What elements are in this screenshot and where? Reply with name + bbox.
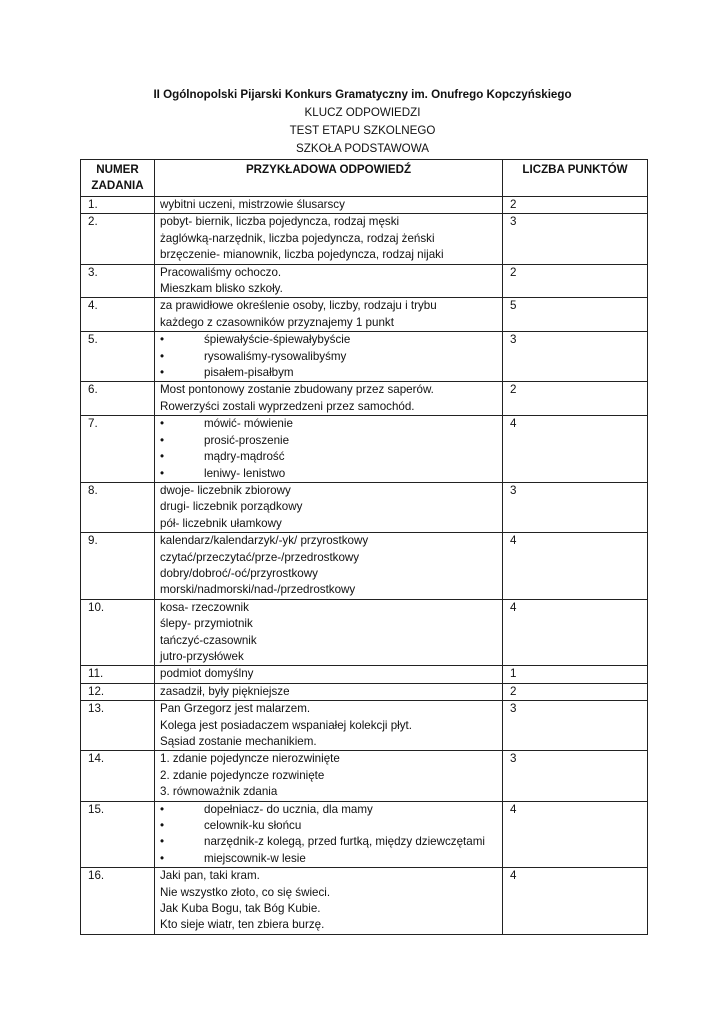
answer-line: Sąsiad zostanie mechanikiem. [160, 735, 317, 748]
answer-line: kosa- rzeczownik [160, 600, 249, 614]
answer-line: 2. zdanie pojedyncze rozwinięte [160, 768, 325, 782]
answer-line: morski/nadmorski/nad-/przedrostkowy [160, 583, 356, 597]
answer-cell [155, 666, 503, 683]
answer-line: Jaki pan, taki kram. [160, 869, 260, 883]
bullet-text: narzędnik-z kolegą, przed furtką, między dziewczętami [204, 835, 485, 849]
table-row [81, 416, 648, 483]
bullet-item [160, 818, 497, 834]
task-number-cell: 2. [81, 214, 155, 264]
answer-line: kalendarz/kalendarzyk/-yk/ przyrostkowy [160, 534, 369, 548]
answer-line: dobry/dobroć/-oć/przyrostkowy [160, 566, 318, 580]
bullet-item [160, 834, 497, 850]
points-cell: 3 [503, 751, 648, 801]
answer-line: Jak Kuba Bogu, tak Bóg Kubie. [160, 902, 321, 916]
bullet-text: prosić-proszenie [204, 433, 290, 447]
table-row [81, 382, 648, 416]
table-header-row [81, 160, 648, 197]
answer-line: brzęczenie- mianownik, liczba pojedyncza, rodzaj nijaki [160, 248, 444, 262]
answer-cell [155, 197, 503, 214]
bullet-text: śpiewałyście-śpiewałybyście [204, 333, 351, 347]
answer-line: Rowerzyści zostali wyprzedzeni przez samochód. [160, 399, 415, 413]
bullet-icon: • [160, 851, 165, 865]
table-row [81, 197, 648, 214]
answer-line: tańczyć-czasownik [160, 633, 257, 647]
answer-line: Pan Grzegorz jest malarzem. [160, 702, 311, 716]
points-cell: 4 [503, 801, 648, 868]
answer-line: żaglówką-narzędnik, liczba pojedyncza, rodzaj żeński [160, 231, 435, 245]
bullet-item [160, 332, 497, 348]
answer-line: Pracowaliśmy ochoczo. [160, 265, 282, 279]
points-cell: 4 [503, 416, 648, 483]
task-number-cell: 3. [81, 264, 155, 298]
bullet-item [160, 433, 497, 449]
task-number-cell: 1. [81, 197, 155, 214]
answer-line: pół- liczebnik ułamkowy [160, 516, 282, 530]
bullet-icon: • [160, 835, 165, 849]
answer-line: czytać/przeczytać/prze-/przedrostkowy [160, 550, 360, 564]
table-row [81, 264, 648, 298]
test-stage-heading: TEST ETAPU SZKOLNEGO [289, 124, 436, 137]
bullet-item [160, 365, 497, 381]
answer-line: 3. równoważnik zdania [160, 785, 278, 799]
points-cell: 3 [503, 482, 648, 532]
bullet-text: rysowaliśmy-rysowalibyśmy [204, 349, 347, 363]
points-cell: 2 [503, 683, 648, 700]
answer-cell [155, 382, 503, 416]
table-body [81, 197, 648, 935]
task-number-cell: 13. [81, 701, 155, 751]
bullet-icon: • [160, 450, 165, 464]
bullet-text: pisałem-pisałbym [204, 366, 294, 380]
header-task-number: NUMER ZADANIA [81, 160, 155, 197]
bullet-icon: • [160, 819, 165, 833]
table-row [81, 214, 648, 264]
bullet-text: mówić- mówienie [204, 417, 293, 431]
bullet-icon: • [160, 802, 165, 816]
points-cell: 4 [503, 599, 648, 666]
answer-cell [155, 868, 503, 935]
task-number-cell: 14. [81, 751, 155, 801]
answer-line: wybitni uczeni, mistrzowie ślusarscy [160, 198, 345, 211]
points-cell: 2 [503, 382, 648, 416]
bullet-icon: • [160, 433, 165, 447]
points-cell: 1 [503, 666, 648, 683]
table-row [81, 666, 648, 683]
answer-key-heading: KLUCZ ODPOWIEDZI [304, 106, 421, 119]
answer-cell [155, 751, 503, 801]
header-points: LICZBA PUNKTÓW [503, 160, 648, 197]
task-number-cell: 15. [81, 801, 155, 868]
answer-cell [155, 599, 503, 666]
task-number-cell: 8. [81, 482, 155, 532]
answer-key-table [80, 159, 648, 935]
answer-line: drugi- liczebnik porządkowy [160, 500, 303, 514]
answer-line: podmiot domyślny [160, 667, 254, 681]
bullet-item [160, 466, 497, 482]
answer-line: Mieszkam blisko szkoły. [160, 282, 283, 296]
table-row [81, 801, 648, 868]
bullet-icon: • [160, 417, 165, 431]
answer-line: zasadził, były piękniejsze [160, 684, 290, 698]
answer-cell [155, 701, 503, 751]
task-number-cell: 6. [81, 382, 155, 416]
answer-cell [155, 482, 503, 532]
bullet-icon: • [160, 333, 165, 347]
bullet-item [160, 851, 497, 867]
bullet-text: mądry-mądrość [204, 450, 285, 464]
points-cell: 2 [503, 264, 648, 298]
answer-cell [155, 533, 503, 600]
answer-line: każdego z czasowników przyznajemy 1 punkt [160, 315, 394, 329]
task-number-cell: 7. [81, 416, 155, 483]
points-cell: 2 [503, 197, 648, 214]
task-number-cell: 10. [81, 599, 155, 666]
bullet-item [160, 802, 497, 818]
points-cell: 5 [503, 298, 648, 332]
points-cell: 3 [503, 332, 648, 382]
table-row [81, 599, 648, 666]
bullet-text: dopełniacz- do ucznia, dla mamy [204, 802, 373, 816]
bullet-item [160, 449, 497, 465]
answer-line: Nie wszystko złoto, co się świeci. [160, 885, 331, 899]
points-cell: 4 [503, 533, 648, 600]
points-cell: 3 [503, 701, 648, 751]
answer-line: pobyt- biernik, liczba pojedyncza, rodzaj męski [160, 215, 400, 229]
answer-cell [155, 264, 503, 298]
bullet-text: leniwy- lenistwo [204, 466, 286, 480]
answer-line: jutro-przysłówek [160, 649, 244, 663]
table-row [81, 751, 648, 801]
bullet-text: miejscownik-w lesie [204, 851, 306, 865]
task-number-cell: 11. [81, 666, 155, 683]
points-cell: 3 [503, 214, 648, 264]
table-row [81, 701, 648, 751]
points-cell: 4 [503, 868, 648, 935]
bullet-text: celownik-ku słońcu [204, 819, 302, 833]
task-number-cell: 4. [81, 298, 155, 332]
answer-line: dwoje- liczebnik zbiorowy [160, 483, 291, 497]
task-number-cell: 12. [81, 683, 155, 700]
header-sample-answer: PRZYKŁADOWA ODPOWIEDŹ [155, 160, 503, 197]
answer-cell [155, 332, 503, 382]
answer-cell [155, 214, 503, 264]
answer-line: za prawidłowe określenie osoby, liczby, rodzaju i trybu [160, 299, 437, 313]
bullet-icon: • [160, 466, 165, 480]
table-row [81, 332, 648, 382]
answer-line: Kto sieje wiatr, ten zbiera burzę. [160, 918, 325, 932]
answer-line: ślepy- przymiotnik [160, 617, 253, 631]
bullet-icon: • [160, 349, 165, 363]
bullet-item [160, 416, 497, 432]
answer-line: Most pontonowy zostanie zbudowany przez saperów. [160, 383, 434, 397]
table-row [81, 683, 648, 700]
answer-cell [155, 298, 503, 332]
answer-cell [155, 683, 503, 700]
table-row [81, 298, 648, 332]
school-level-heading: SZKOŁA PODSTAWOWA [296, 142, 429, 155]
answer-line: Kolega jest posiadaczem wspaniałej kolekcji płyt. [160, 718, 412, 732]
task-number-cell: 16. [81, 868, 155, 935]
task-number-cell: 5. [81, 332, 155, 382]
bullet-icon: • [160, 366, 165, 380]
answer-cell [155, 801, 503, 868]
document-title: II Ogólnopolski Pijarski Konkurs Gramatyczny im. Onufrego Kopczyńskiego [153, 88, 572, 101]
table-row [81, 482, 648, 532]
task-number-cell: 9. [81, 533, 155, 600]
answer-line: 1. zdanie pojedyncze nierozwinięte [160, 752, 340, 766]
table-row [81, 533, 648, 600]
table-row [81, 868, 648, 935]
bullet-item [160, 349, 497, 365]
answer-cell [155, 416, 503, 483]
